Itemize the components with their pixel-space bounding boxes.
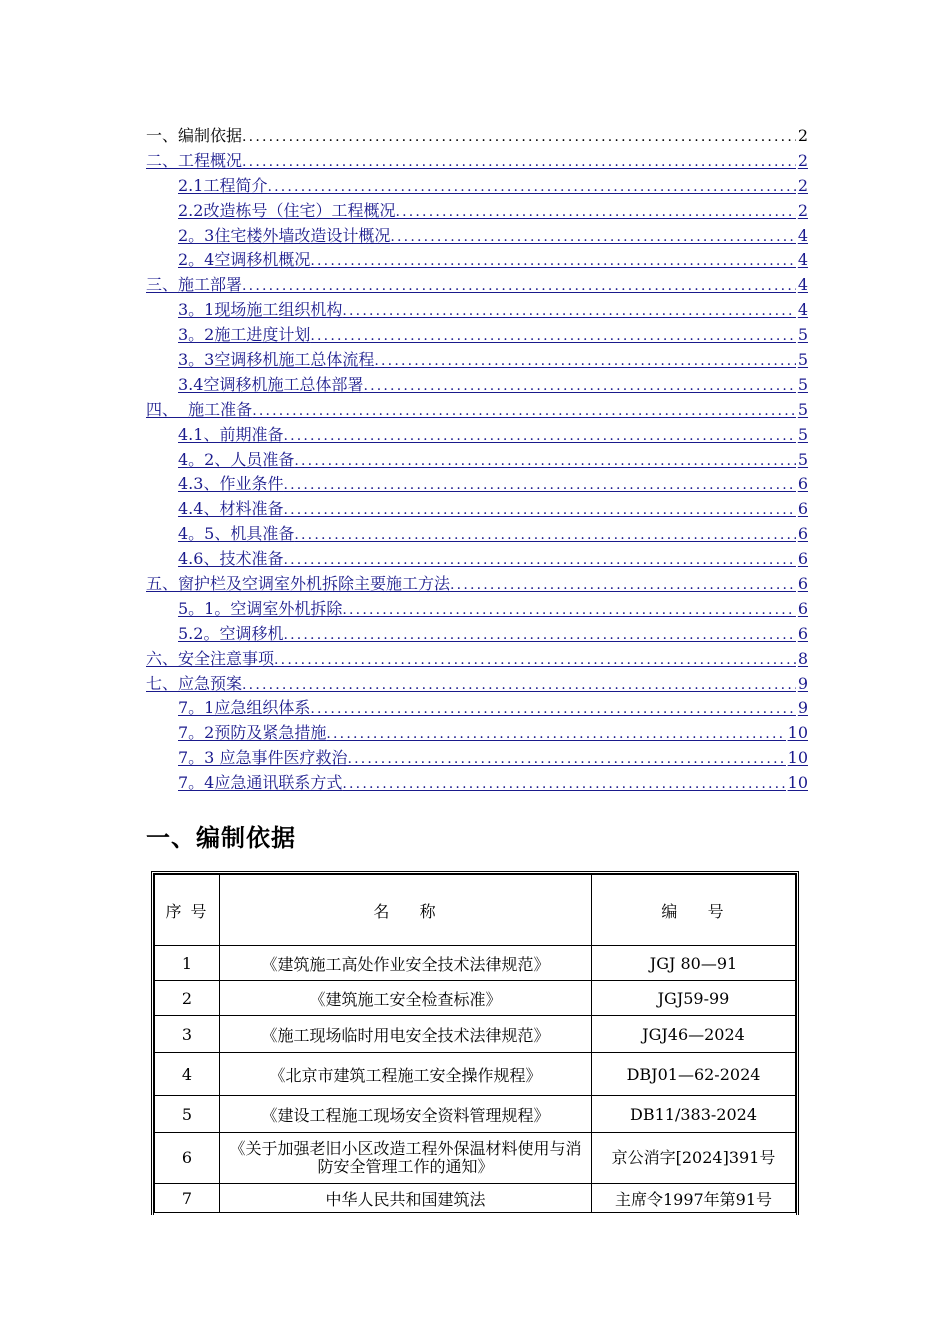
toc-label: 5。1。空调室外机拆除	[178, 598, 343, 618]
toc-page-number: 4	[797, 275, 808, 295]
toc-entry[interactable]	[146, 622, 808, 647]
cell-name: 《北京市建筑工程施工安全操作规程》	[220, 1053, 592, 1096]
toc-label: 4.3、作业条件	[178, 474, 284, 494]
toc-page-number: 4	[797, 250, 808, 270]
toc-label: 4.4、材料准备	[178, 499, 284, 519]
toc-leader	[342, 772, 785, 797]
cell-name: 《建筑施工安全检查标准》	[220, 981, 592, 1016]
toc-entry[interactable]	[146, 149, 808, 174]
toc-page-number: 2	[797, 150, 808, 170]
toc-label: 三、施工部署	[146, 275, 243, 295]
toc-label: 2.2改造栋号（住宅）工程概况	[178, 200, 396, 220]
toc-leader	[342, 598, 795, 623]
toc-page-number: 6	[797, 549, 808, 569]
toc-label: 3.4空调移机施工总体部署	[178, 374, 364, 394]
toc-page-number: 6	[797, 474, 808, 494]
cell-name: 《施工现场临时用电安全技术法律规范》	[220, 1016, 592, 1053]
toc-entry[interactable]	[146, 746, 808, 771]
toc-label: 四、 施工准备	[146, 399, 253, 419]
toc-page-number: 5	[797, 424, 808, 444]
toc-entry[interactable]	[146, 224, 808, 249]
cell-index: 5	[155, 1096, 220, 1133]
toc-leader	[283, 623, 795, 648]
table-row	[155, 946, 796, 981]
toc-page-number: 5	[797, 325, 808, 345]
toc-leader	[283, 498, 795, 523]
toc-entry[interactable]	[146, 696, 808, 721]
toc-page-number: 9	[797, 698, 808, 718]
toc-entry[interactable]	[146, 199, 808, 224]
toc-entry[interactable]	[146, 348, 808, 373]
toc-page-number: 6	[797, 574, 808, 594]
toc-label: 六、安全注意事项	[146, 648, 275, 668]
cell-index: 4	[155, 1053, 220, 1096]
toc-label: 2。4空调移机概况	[178, 250, 311, 270]
toc-leader	[363, 374, 795, 399]
toc-entry[interactable]	[146, 497, 808, 522]
toc-leader	[242, 673, 796, 698]
toc-label: 7。3 应急事件医疗救治	[178, 748, 348, 768]
toc-leader	[283, 424, 795, 449]
toc-label: 7。4应急通讯联系方式	[178, 773, 343, 793]
toc-label: 3。2施工进度计划	[178, 325, 311, 345]
toc-entry[interactable]	[146, 472, 808, 497]
header-code: 编 号	[592, 875, 796, 946]
cell-name: 《关于加强老旧小区改造工程外保温材料使用与消防安全管理工作的通知》	[220, 1133, 592, 1184]
toc-entry[interactable]	[146, 248, 808, 273]
toc-entry[interactable]	[146, 373, 808, 398]
table-row	[155, 981, 796, 1016]
toc-page-number: 4	[797, 300, 808, 320]
table-row	[155, 1133, 796, 1184]
table-row	[155, 1016, 796, 1053]
toc-label: 7。1应急组织体系	[178, 698, 311, 718]
cell-code: JGJ59-99	[592, 981, 796, 1016]
toc-entry[interactable]	[146, 423, 808, 448]
toc-entry[interactable]	[146, 522, 808, 547]
toc-entry[interactable]	[146, 124, 808, 149]
toc-page-number: 6	[797, 623, 808, 643]
toc-page-number: 10	[787, 773, 808, 793]
toc-entry[interactable]	[146, 273, 808, 298]
toc-leader	[374, 349, 795, 374]
toc-leader	[283, 548, 795, 573]
table-row	[155, 1184, 796, 1213]
cell-name: 《建设工程施工现场安全资料管理规程》	[220, 1096, 592, 1133]
toc-page-number: 4	[797, 225, 808, 245]
cell-code: 主席令1997年第91号	[592, 1184, 796, 1213]
toc-label: 一、编制依据	[146, 126, 243, 145]
toc-label: 五、窗护栏及空调室外机拆除主要施工方法	[146, 574, 451, 594]
toc-label: 4。2、人员准备	[178, 449, 295, 469]
cell-index: 1	[155, 946, 220, 981]
cell-code: JGJ 80—91	[592, 946, 796, 981]
standards-table	[151, 871, 799, 1215]
toc-page-number: 5	[797, 449, 808, 469]
toc-leader	[252, 399, 796, 424]
cell-code: DBJ01—62-2024	[592, 1053, 796, 1096]
toc-page-number: 6	[797, 499, 808, 519]
toc-leader	[242, 150, 796, 175]
toc-entry[interactable]	[146, 448, 808, 473]
header-index: 序 号	[155, 875, 220, 946]
toc-leader	[347, 747, 785, 772]
toc-page-number: 9	[797, 673, 808, 693]
toc-page-number: 5	[797, 399, 808, 419]
cell-code: 京公消字[2024]391号	[592, 1133, 796, 1184]
toc-label: 4.1、前期准备	[178, 424, 284, 444]
toc-entry[interactable]	[146, 174, 808, 199]
toc-label: 4.6、技术准备	[178, 549, 284, 569]
table-row	[155, 1096, 796, 1133]
toc-label: 4。5、机具准备	[178, 524, 295, 544]
toc-entry[interactable]	[146, 298, 808, 323]
toc-label: 二、工程概况	[146, 150, 243, 170]
header-name: 名 称	[220, 875, 592, 946]
cell-index: 2	[155, 981, 220, 1016]
toc-entry[interactable]	[146, 597, 808, 622]
toc-label: 3。1现场施工组织机构	[178, 300, 343, 320]
toc-page-number: 2	[797, 126, 808, 145]
toc-leader	[294, 523, 795, 548]
toc-leader	[267, 175, 795, 200]
cell-index: 7	[155, 1184, 220, 1213]
toc-page-number: 8	[797, 648, 808, 668]
toc-entry[interactable]	[146, 323, 808, 348]
toc-label: 3。3空调移机施工总体流程	[178, 350, 375, 370]
toc-leader	[283, 473, 795, 498]
toc-entry[interactable]	[146, 572, 808, 597]
toc-page-number: 2	[797, 175, 808, 195]
toc-entry[interactable]	[146, 672, 808, 697]
cell-code: DB11/383-2024	[592, 1096, 796, 1133]
toc-page-number: 10	[787, 748, 808, 768]
table-of-contents	[146, 124, 808, 796]
cell-index: 3	[155, 1016, 220, 1053]
section-heading: 一、编制依据	[146, 824, 296, 852]
toc-page-number: 2	[797, 200, 808, 220]
toc-leader	[342, 299, 795, 324]
toc-page-number: 6	[797, 598, 808, 618]
cell-name: 《建筑施工高处作业安全技术法律规范》	[220, 946, 592, 981]
toc-label: 7。2预防及紧急措施	[178, 723, 327, 743]
toc-entry[interactable]	[146, 647, 808, 672]
toc-entry[interactable]	[146, 547, 808, 572]
toc-label: 七、应急预案	[146, 673, 243, 693]
toc-leader	[310, 697, 795, 722]
toc-label: 5.2。空调移机	[178, 623, 284, 643]
toc-label: 2.1工程简介	[178, 175, 268, 195]
cell-index: 6	[155, 1133, 220, 1184]
toc-leader	[310, 324, 795, 349]
toc-entry[interactable]	[146, 721, 808, 746]
toc-leader	[450, 573, 796, 598]
toc-leader	[390, 225, 795, 250]
toc-leader	[242, 274, 796, 299]
table-row	[155, 1053, 796, 1096]
toc-leader	[242, 125, 796, 150]
toc-page-number: 5	[797, 374, 808, 394]
cell-name: 中华人民共和国建筑法	[220, 1184, 592, 1213]
table-header-row	[155, 875, 796, 946]
toc-leader	[395, 200, 795, 225]
toc-entry[interactable]	[146, 398, 808, 423]
toc-page-number: 10	[787, 723, 808, 743]
toc-entry[interactable]	[146, 771, 808, 796]
toc-page-number: 5	[797, 350, 808, 370]
toc-leader	[310, 249, 795, 274]
toc-leader	[326, 722, 785, 747]
toc-label: 2。3住宅楼外墙改造设计概况	[178, 225, 391, 245]
toc-leader	[294, 449, 795, 474]
toc-page-number: 6	[797, 524, 808, 544]
toc-leader	[274, 648, 796, 673]
cell-code: JGJ46—2024	[592, 1016, 796, 1053]
